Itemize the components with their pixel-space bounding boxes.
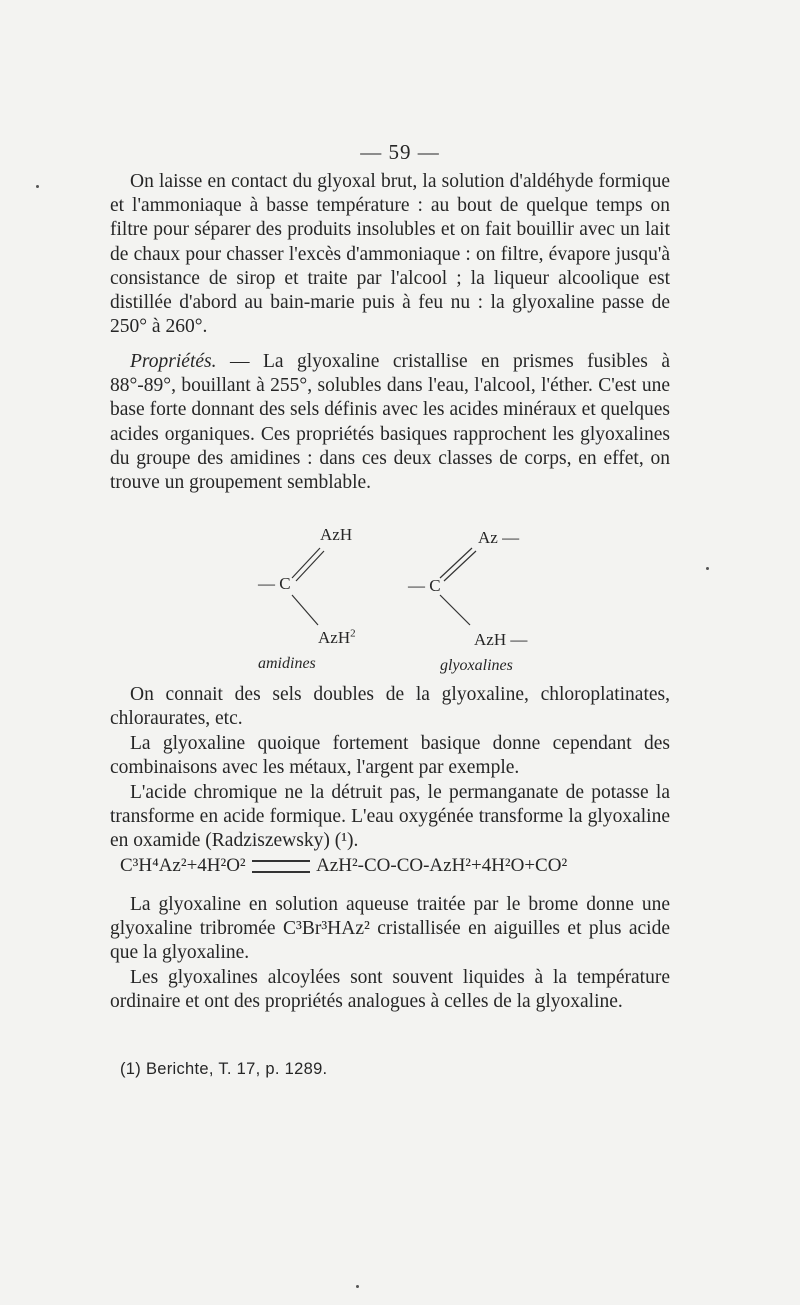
paragraph-alcoylees: Les glyoxalines alcoylées sont souvent liquides à la température ordinaire et ont des propriétés analogues à celles de la glyoxaline.	[110, 967, 670, 1013]
footnote: (1) Berichte, T. 17, p. 1289.	[120, 1060, 328, 1078]
proprietes-text: — La glyoxaline cristallise en prismes fusibles à 88°-89°, bouillant à 255°, solubles dans l'eau, l'alcool, l'éther. C'est une base forte donnant des sels définis avec les acides minéraux et quelques acides organiques. Ces propriétés basiques rapprochent les glyoxalines du groupe des amidines : dans ces deux classes de corps, en effet, on trouve un groupement semblable.	[110, 351, 670, 494]
amidines-caption: amidines	[258, 655, 316, 672]
equation-products: AzH²-CO-CO-AzH²+4H²O+CO²	[316, 855, 568, 876]
equation-reactants: C³H⁴Az²+4H²O²	[120, 855, 246, 876]
speck	[706, 567, 709, 570]
speck	[36, 185, 39, 188]
amidine-bottom-group: AzH$^2$	[318, 627, 356, 647]
paragraph-metaux: La glyoxaline quoique fortement basique donne cependant des combinaisons avec les métaux, l'argent par exemple.	[110, 733, 670, 779]
amidine-carbon: — C	[258, 574, 291, 593]
glyoxalines-caption: glyoxalines	[440, 657, 513, 674]
glyoxaline-top-group: Az —	[478, 528, 520, 547]
page-number: — 59 —	[360, 140, 440, 164]
reaction-equation	[120, 855, 680, 877]
paragraph-sels-doubles: On connait des sels doubles de la glyoxaline, chloroplatinates, chloraurates, etc.	[110, 684, 670, 730]
paragraph-preparation: On laisse en contact du glyoxal brut, la solution d'aldéhyde formique et l'ammoniaque à basse température : au bout de quelque temps on filtre pour séparer des produits insolubles et on fait bouillir avec un lait de chaux pour chasser l'excès d'ammoniaque : on filtre, évapore jusqu'à consistance de sirop et traite par l'alcool ; la liqueur alcoolique est distillée d'abord au bain-marie puis à feu nu : la glyoxaline passe de 250° à 260°.	[110, 171, 670, 338]
paragraph-brome: La glyoxaline en solution aqueuse traitée par le brome donne une glyoxaline tribromée C³Br³HAz² cristallisée en aiguilles et plus acide que la glyoxaline.	[110, 894, 670, 964]
glyoxaline-bottom-group: AzH —	[474, 630, 528, 649]
amidine-top-group: AzH	[320, 525, 353, 544]
speck	[356, 1285, 359, 1288]
paragraph-oxydation: L'acide chromique ne la détruit pas, le permanganate de potasse la transforme en acide formique. L'eau oxygénée transforme la glyoxaline en oxamide (Radziszewsky) (¹).	[110, 782, 670, 852]
glyoxaline-carbon: — C	[408, 576, 441, 595]
equation-equals	[252, 860, 310, 873]
proprietes-heading: Propriétés.	[130, 351, 217, 372]
